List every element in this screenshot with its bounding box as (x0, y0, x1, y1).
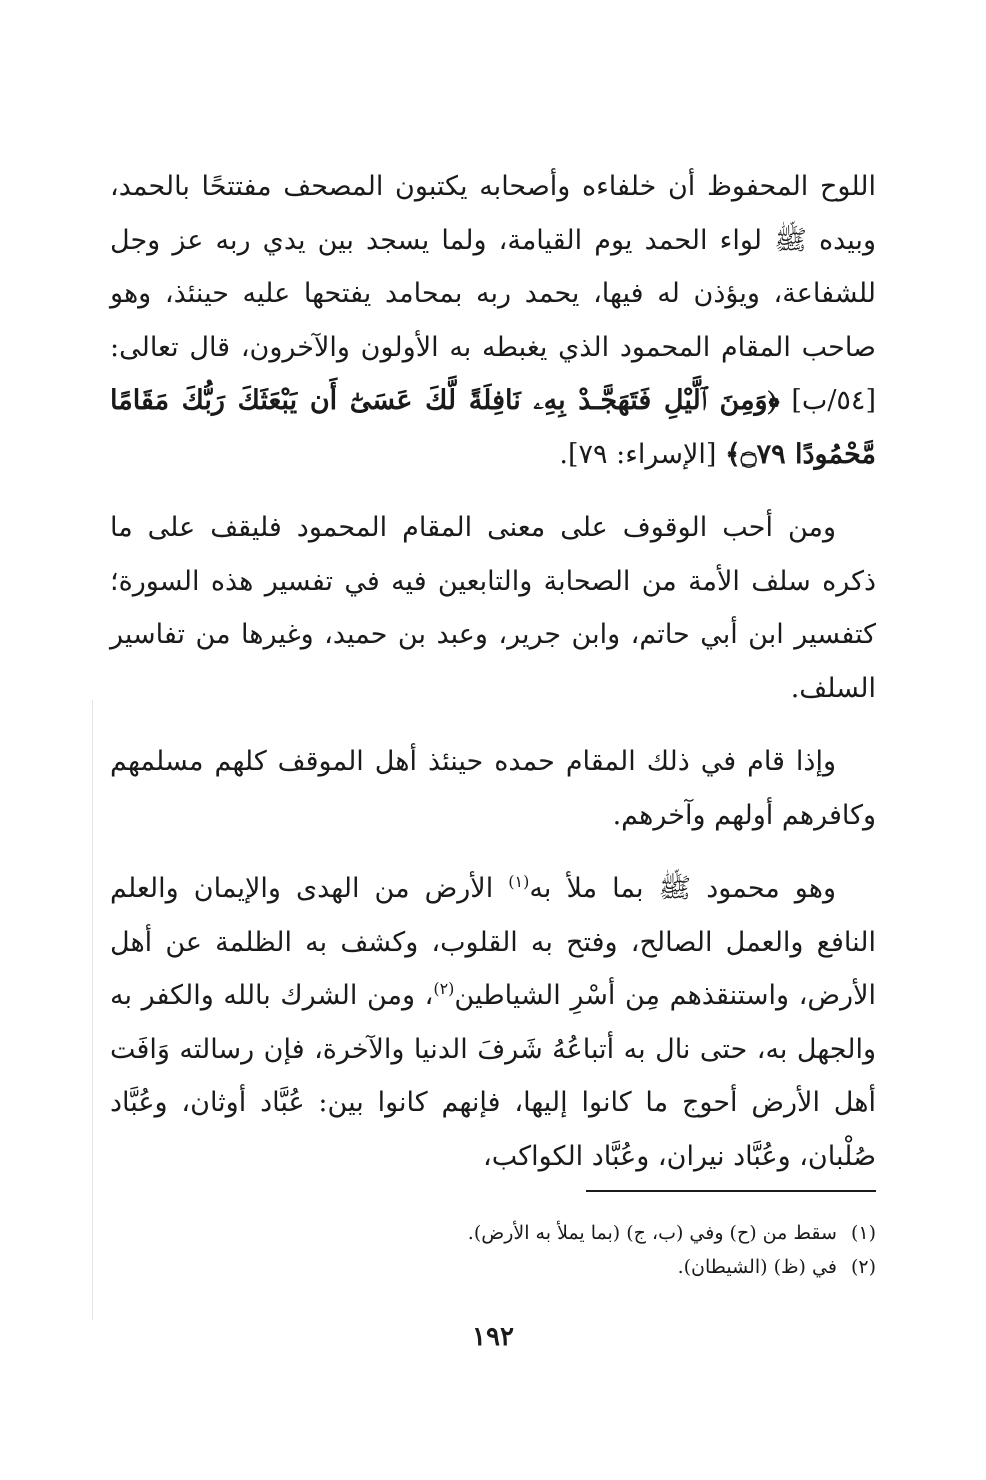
page-crease-shadow (92, 700, 93, 1320)
footnote-1-text: سقط من (ح) وفي (ب، ج) (بما يملأ به الأرض). (467, 1222, 837, 1244)
paragraph-1-text: اللوح المحفوظ أن خلفاءه وأصحابه يكتبون المصحف مفتتحًا بالحمد، وبيده ﷺ لواء الحمد يوم القيامة، ولما يسجد بين يدي ربه عز وجل للشفاعة، ويؤذن له فيها، يحمد ربه بمحامد يفتحها عليه حينئذ، وهو صاحب المقام المحمود الذي يغبطه به الأولون والآخرون، قال تعالى: [٥٤/ب] (110, 171, 876, 416)
footnote-separator (586, 1190, 876, 1192)
page-number: ١٩٢ (472, 1322, 514, 1352)
footnote-1-number: (١) (850, 1222, 876, 1244)
verse-reference: [الإسراء: ٧٩]. (559, 438, 725, 470)
paragraph-4-text-a: وهو محمود ﷺ بما ملأ به (529, 873, 837, 904)
footnote-1 (110, 1216, 876, 1250)
main-text (110, 160, 876, 1203)
footnote-marker-1: (١) (508, 872, 530, 891)
paragraph-2: ومن أحب الوقوف على معنى المقام المحمود فليقف على ما ذكره سلف الأمة من الصحابة والتابعين فيه في تفسير هذه السورة؛ كتفسير ابن أبي حاتم، وابن جرير، وعبد بن حميد، وغيرها من تفاسير السلف. (110, 512, 876, 704)
paragraph-4-text-c: ، ومن الشرك بالله والكفر به والجهل به، حتى نال به أتباعُهُ شَرفَ الدنيا والآخرة، فإن رسالته وَافَت أهل الأرض أحوج ما كانوا إليها، فإنهم كانوا بين: عُبَّاد أوثان، وعُبَّاد صُلْبان، وعُبَّاد نيران، وعُبَّاد الكواكب، (110, 980, 876, 1172)
paragraph-3: وإذا قام في ذلك المقام حمده حينئذ أهل الموقف كلهم مسلمهم وكافرهم أولهم وآخرهم. (110, 746, 876, 831)
paragraph-4 (110, 862, 876, 1183)
paragraph-1 (110, 160, 876, 481)
footnote-marker-2: (٢) (433, 979, 455, 998)
quran-verse: ﴿وَمِنَ ٱلَّيْلِ فَتَهَجَّـدْ بِهِۦ نَافِلَةً لَّكَ عَسَىٰٓ أَن يَبْعَثَكَ رَبُّكَ مَقَامًا مَّحْمُودًا ۝٧٩﴾ (110, 385, 876, 470)
footnote-2-text: في (ظ) (الشيطان). (677, 1256, 837, 1278)
footnote-2-number: (٢) (850, 1256, 876, 1278)
paragraph-4-text-b: الأرض من الهدى والإيمان والعلم النافع والعمل الصالح، وفتح به القلوب، وكشف به الظلمة عن أهل الأرض، واستنقذهم مِن أسْرِ الشياطين (110, 873, 876, 1011)
footnotes (110, 1216, 876, 1284)
footnote-2 (110, 1250, 876, 1284)
